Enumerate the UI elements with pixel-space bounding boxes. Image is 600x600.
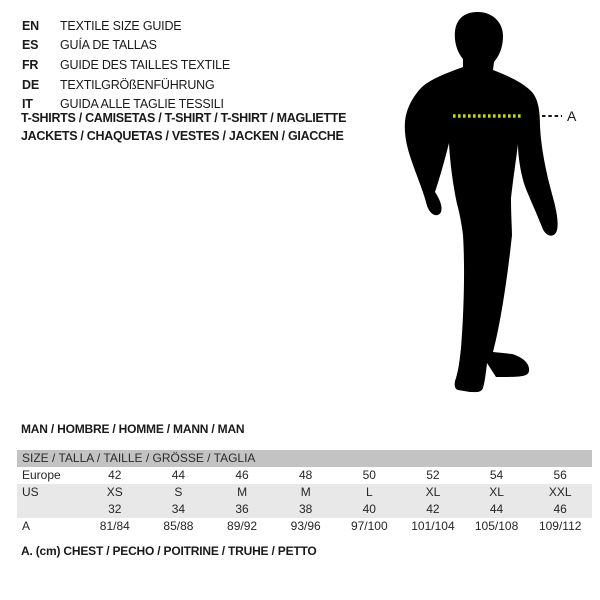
- size-cell: 105/108: [474, 519, 519, 533]
- language-title: TEXTILE SIZE GUIDE: [60, 18, 182, 33]
- row-label: US: [22, 485, 39, 499]
- table-row-europe: [17, 467, 592, 484]
- size-cell: 42: [108, 468, 122, 482]
- size-cell: 32: [108, 502, 122, 516]
- size-cell: M: [237, 485, 248, 499]
- measure-label: A: [567, 108, 577, 124]
- size-cell: 36: [235, 502, 249, 516]
- size-cell: S: [174, 485, 183, 499]
- language-title: TEXTILGRÖßENFÜHRUNG: [60, 77, 215, 92]
- size-cell: 109/112: [538, 519, 582, 533]
- language-list: [22, 16, 230, 114]
- size-cell: 40: [362, 502, 376, 516]
- table-header: SIZE / TALLA / TAILLE / GRÖSSE / TAGLIA: [17, 450, 592, 467]
- language-title: GUÍA DE TALLAS: [60, 38, 157, 53]
- size-cell: 46: [553, 502, 567, 516]
- size-cell: 101/104: [411, 519, 455, 533]
- size-cell: 38: [299, 502, 313, 516]
- size-cell: 89/92: [227, 519, 258, 533]
- language-row: [22, 75, 230, 95]
- language-row: [22, 55, 230, 75]
- size-cell: 44: [489, 502, 504, 516]
- language-code: ES: [22, 38, 39, 53]
- size-cell: 44: [171, 468, 186, 482]
- table-row-us: [17, 484, 592, 501]
- section-title: MAN / HOMBRE / HOMME / MANN / MAN: [21, 422, 245, 436]
- size-cell: 56: [553, 468, 567, 482]
- size-table: [17, 450, 592, 535]
- measurement-note: A. (cm) CHEST / PECHO / POITRINE / TRUHE / PETTO: [21, 544, 317, 558]
- size-cell: XL: [489, 485, 504, 499]
- table-row-chest: [17, 518, 592, 535]
- row-label: A: [22, 519, 31, 533]
- size-cell: 50: [362, 468, 376, 482]
- row-label: [17, 501, 83, 518]
- size-cell: 46: [235, 468, 249, 482]
- size-cell: 52: [426, 468, 440, 482]
- row-label: Europe: [22, 468, 61, 482]
- size-cell: 93/96: [290, 519, 321, 533]
- language-code: EN: [22, 18, 39, 33]
- size-cell: 48: [299, 468, 313, 482]
- product-categories: [21, 110, 346, 145]
- language-title: GUIDE DES TAILLES TEXTILE: [60, 57, 231, 72]
- size-cell: XS: [106, 485, 123, 499]
- table-row-numeric: [17, 501, 592, 518]
- size-cell: 81/84: [99, 519, 130, 533]
- size-cell: 42: [426, 502, 440, 516]
- size-cell: XXL: [548, 485, 572, 499]
- language-code: DE: [22, 77, 39, 92]
- language-code: FR: [22, 57, 39, 72]
- size-cell: M: [300, 485, 311, 499]
- man-silhouette-figure: [390, 5, 600, 405]
- product-line-jackets: JACKETS / CHAQUETAS / VESTES / JACKEN / GIACCHE: [21, 128, 344, 143]
- language-code: IT: [22, 97, 33, 112]
- product-line-tshirts: T-SHIRTS / CAMISETAS / T-SHIRT / T-SHIRT / MAGLIETTE: [21, 111, 347, 125]
- language-row: [22, 16, 230, 36]
- size-cell: 85/88: [163, 519, 194, 533]
- language-title: GUIDA ALLE TAGLIE TESSILI: [60, 97, 224, 112]
- language-row: [22, 36, 230, 56]
- size-cell: 97/100: [350, 519, 388, 533]
- man-silhouette: [405, 12, 558, 392]
- size-cell: XL: [425, 485, 441, 499]
- size-cell: 34: [171, 502, 186, 516]
- size-cell: L: [365, 485, 373, 499]
- size-cell: 54: [489, 468, 504, 482]
